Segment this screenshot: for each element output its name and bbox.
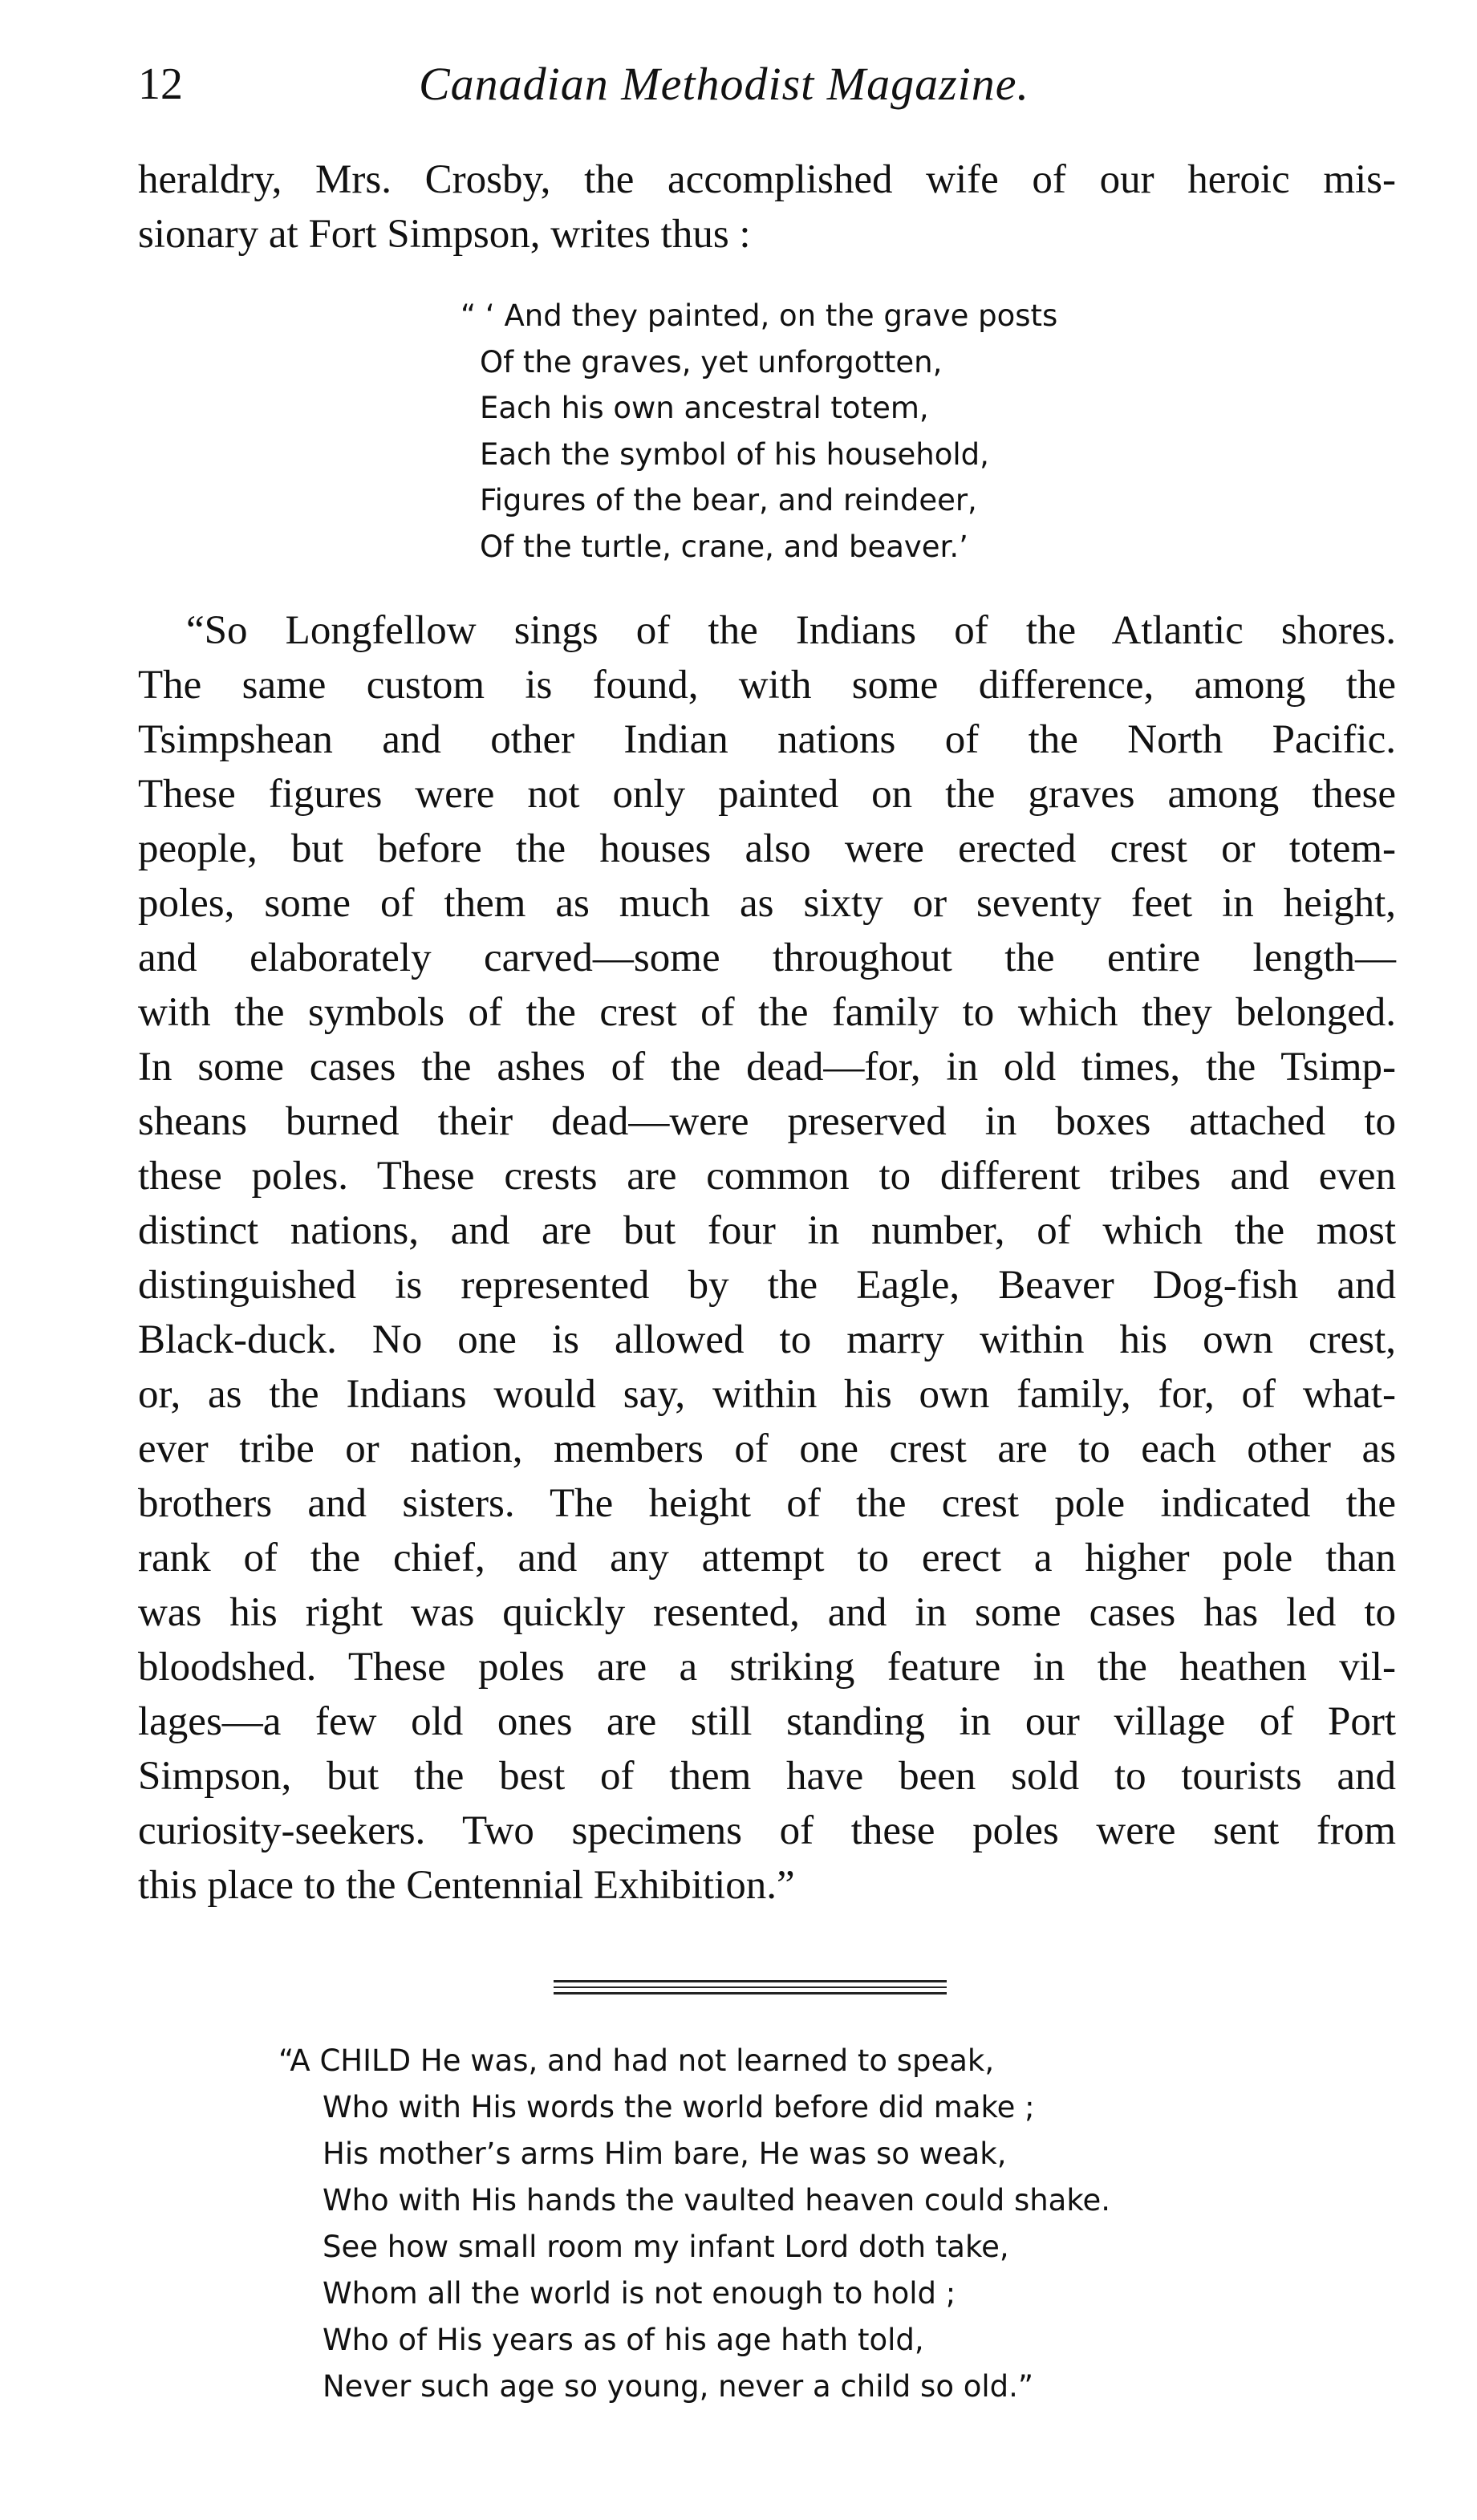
body-line: The same custom is found, with some difference, among the: [138, 663, 1396, 708]
body-line: poles, some of them as much as sixty or seventy feet in height,: [138, 881, 1396, 926]
body-line: people, but before the houses also were erected crest or totem-: [138, 826, 1396, 871]
body-line: this place to the Centennial Exhibition.”: [138, 1863, 795, 1908]
body-line: lages—a few old ones are still standing in our village of Port: [138, 1699, 1396, 1744]
divider-rule: [554, 1992, 947, 1994]
verse-line: Of the turtle, crane, and beaver.’: [480, 529, 968, 564]
running-title: Canadian Methodist Magazine.: [419, 58, 1030, 110]
body-line: distinct nations, and are but four in number, of which the most: [138, 1208, 1396, 1253]
body-line: rank of the chief, and any attempt to erect a higher pole than: [138, 1536, 1396, 1581]
verse-line: “ ‘ And they painted, on the grave posts: [461, 298, 1058, 333]
poem-line: Whom all the world is not enough to hold ;: [323, 2276, 956, 2311]
intro-line: heraldry, Mrs. Crosby, the accomplished wife of our heroic mis-: [138, 157, 1396, 202]
divider-rule: [554, 1986, 947, 1988]
poem-line: Who with His words the world before did make ;: [323, 2090, 1035, 2124]
body-line: In some cases the ashes of the dead—for, in old times, the Tsimp-: [138, 1045, 1396, 1090]
page-number: 12: [138, 59, 183, 109]
body-line: bloodshed. These poles are a striking feature in the heathen vil-: [138, 1645, 1396, 1690]
poem-line: Who of His years as of his age hath told,: [323, 2323, 924, 2357]
poem-line: See how small room my infant Lord doth take,: [323, 2230, 1009, 2264]
body-line: these poles. These crests are common to different tribes and even: [138, 1154, 1396, 1199]
verse-line: Each the symbol of his household,: [480, 436, 989, 472]
poem-line: His mother’s arms Him bare, He was so weak,: [323, 2137, 1007, 2171]
body-line: These figures were not only painted on the graves among these: [138, 772, 1396, 817]
body-line: sheans burned their dead—were preserved in boxes attached to: [138, 1099, 1396, 1144]
longfellow-verse-quote: [461, 293, 1343, 570]
verse-line: Of the graves, yet unforgotten,: [480, 344, 943, 379]
body-line: Tsimpshean and other Indian nations of the North Pacific.: [138, 717, 1396, 762]
christmas-poem: [278, 2038, 1402, 2410]
intro-line: sionary at Fort Simpson, writes thus :: [138, 212, 751, 257]
body-line: or, as the Indians would say, within his own family, for, of what-: [138, 1372, 1396, 1417]
body-line: and elaborately carved—some throughout the entire length—: [138, 935, 1396, 980]
poem-line: Never such age so young, never a child so old.”: [323, 2369, 1034, 2404]
body-line: distinguished is represented by the Eagle, Beaver Dog-fish and: [138, 1263, 1396, 1308]
body-line: “So Longfellow sings of the Indians of the Atlantic shores.: [186, 608, 1396, 653]
body-line: curiosity-seekers. Two specimens of these poles were sent from: [138, 1808, 1396, 1853]
body-line: was his right was quickly resented, and in some cases has led to: [138, 1590, 1396, 1635]
divider-rule: [554, 1980, 947, 1982]
body-line: with the symbols of the crest of the family to which they belonged.: [138, 990, 1396, 1035]
body-line: Black-duck. No one is allowed to marry within his own crest,: [138, 1317, 1396, 1362]
body-line: ever tribe or nation, members of one crest are to each other as: [138, 1426, 1396, 1471]
page-header: [138, 48, 1414, 120]
body-line: Simpson, but the best of them have been sold to tourists and: [138, 1754, 1396, 1799]
poem-line: “A CHILD He was, and had not learned to speak,: [278, 2043, 995, 2078]
poem-line: Who with His hands the vaulted heaven could shake.: [323, 2183, 1110, 2218]
verse-line: Figures of the bear, and reindeer,: [480, 483, 977, 517]
body-line: brothers and sisters. The height of the crest pole indicated the: [138, 1481, 1396, 1526]
verse-line: Each his own ancestral totem,: [480, 391, 929, 425]
